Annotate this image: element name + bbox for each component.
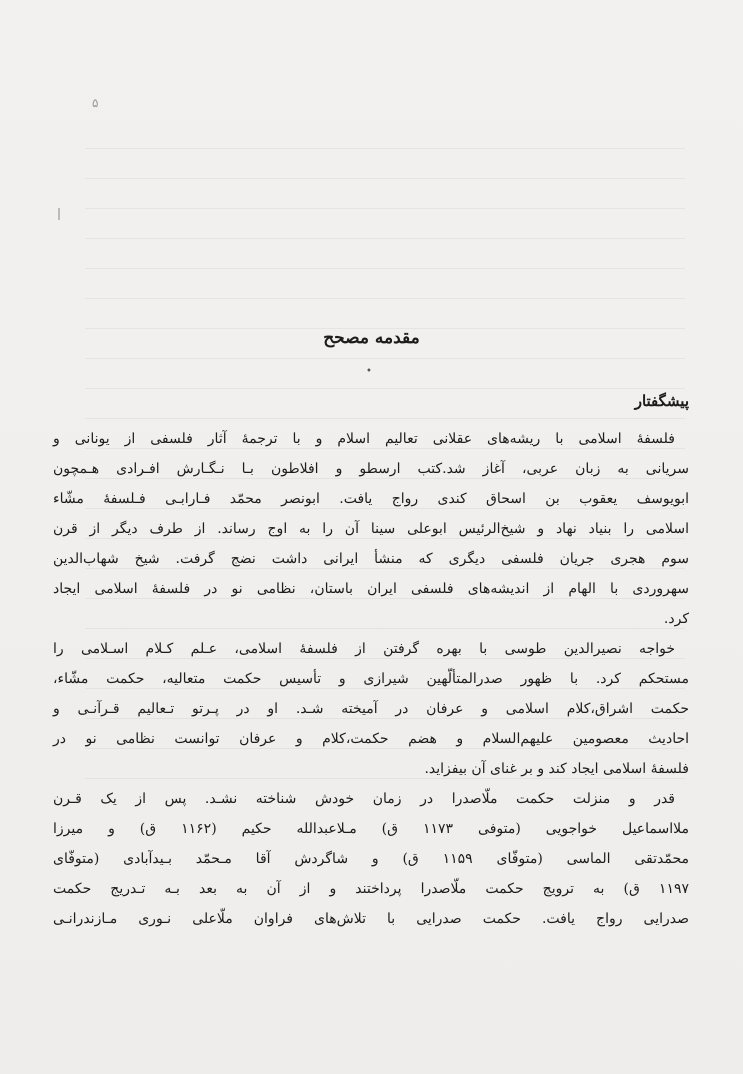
- text-line: کرد.: [663, 611, 689, 627]
- text-line: فلسفهٔ اسلامی ایجاد کند و بر غنای آن بیفزاید.: [424, 761, 689, 777]
- text-line: فلسفهٔ اسلامی با ریشه‌های عقلانی تعالیم اسلام و با ترجمهٔ آثار فلسفی از یونانی و: [53, 431, 675, 447]
- text-line: ملااسماعیل خواجویی (متوفی ۱۱۷۳ ق) مـلاعبدالله حکیم (۱۱۶۲ ق) و میرزا: [53, 821, 689, 837]
- text-line: احادیث معصومین علیهم‌السلام و هضم حکمت،کلام و عرفان توانست نظامی نو در: [53, 731, 689, 747]
- text-line: حکمت اشراق،کلام اسلامی و عرفان در آمیخته شـد. او در پـرتو تـعالیم قـرآنـی و: [53, 701, 689, 717]
- text-line: قدر و منزلت حکمت ملّاصدرا در زمان خودش شناخته نشـد. پس از یک قـرن: [53, 791, 675, 807]
- text-line: خواجه نصیرالدین طوسی با بهره گرفتن از فلسفهٔ اسلامی، عـلم کـلام اسـلامی را: [53, 641, 675, 657]
- text-line: مستحکم کرد. با ظهور صدرالمتألّهین شیرازی و تأسیس حکمت متعالیه، حکمت مشّاء،: [53, 671, 689, 687]
- page-title: مقدمه مصحح: [323, 328, 420, 348]
- text-line: سریانی به زبان عربی، آغاز شد.کتب ارسطو و افلاطون بـا نـگـارش افـرادی هـمچون: [53, 461, 689, 477]
- section-heading: پیشگفتار: [634, 392, 689, 410]
- text-line: سهروردی با الهام از اندیشه‌های فلسفی ایران باستان، نظامی نو در فلسفهٔ اسلامی ایجاد: [53, 581, 689, 597]
- paragraph-2: [53, 634, 689, 784]
- text-line: ۱۱۹۷ ق) به ترویج حکمت ملّاصدرا پرداختند و از آن به بعد بـه تـدریج حکمت: [53, 881, 689, 897]
- body-text: [53, 424, 689, 934]
- text-line: صدرایی رواج یافت. حکمت صدرایی با تلاش‌های فراوان ملّاعلی نـوری مـازندرانـی: [53, 911, 689, 927]
- text-line: ابویوسف یعقوب بن اسحاق کندی رواج یافت. ابونصر محمّد فـارابـی فـلسفهٔ مشّاء: [53, 491, 689, 507]
- text-line: سوم هجری جریان فلسفی دیگری که منشأ ایرانی داشت نضج گرفت. شیخ شهاب‌الدین: [53, 551, 689, 567]
- paragraph-3: [53, 784, 689, 934]
- text-line: اسلامی را بنیاد نهاد و شیخ‌الرئیس ابوعلی سینا آن را به اوج رساند. از طرف دیگر از قرن: [53, 521, 689, 537]
- paragraph-1: [53, 424, 689, 634]
- text-line: محمّدتقی الماسی (متوفّای ۱۱۵۹ ق) و شاگردش آقا مـحمّد بـیدآبادی (متوفّای: [53, 851, 689, 867]
- title-dot: •: [366, 366, 372, 377]
- page-number: ۵: [92, 96, 99, 110]
- margin-mark: [58, 208, 60, 220]
